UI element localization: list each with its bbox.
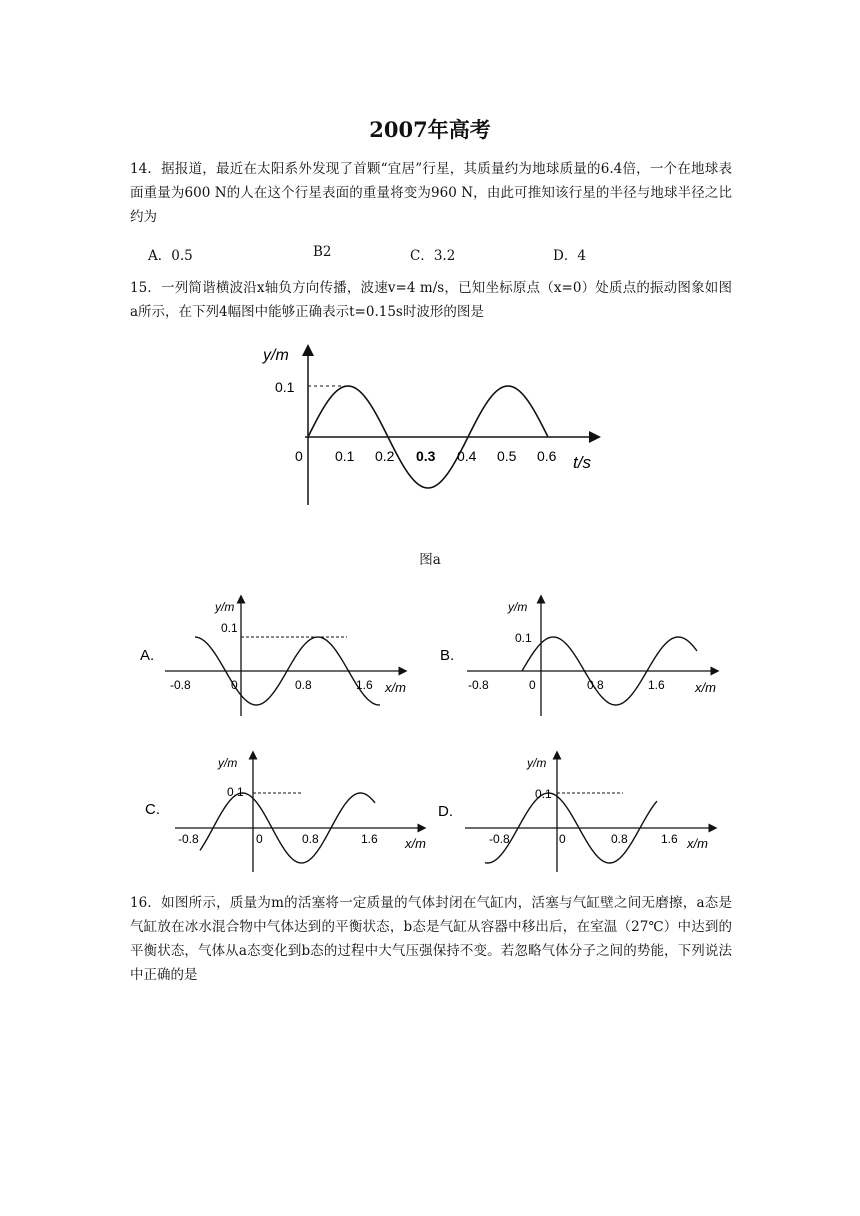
choice-b-label: B. (440, 647, 455, 664)
choice-b-ytick: 0.1 (515, 631, 532, 645)
question-15-text: 15．一列简谐横波沿x轴负方向传播，波速v=4 m/s，已知坐标原点（x=0）处质点的振动图象如图a所示，在下列4幅图中能够正确表示t=0.15s时波形的图是 (130, 280, 732, 320)
choice-a-xtick: -0.8 (170, 678, 191, 692)
choice-c-xtick: 0 (256, 832, 263, 846)
choice-a-xtick: 1.6 (356, 678, 373, 692)
choice-a-xtick: 0.8 (295, 678, 312, 692)
option-a: A．0.5 (148, 248, 193, 264)
choice-c-ytick: 0.1 (227, 785, 244, 799)
choice-d-xtick: 0 (559, 832, 566, 846)
choice-c-xlabel: x/m (405, 836, 426, 851)
choice-c-xtick: 0.8 (302, 832, 319, 846)
figure-a-xtick: 0.3 (416, 448, 436, 464)
choice-b-xtick: 0 (529, 678, 536, 692)
choice-c-xtick: -0.8 (178, 832, 199, 846)
figure-a-origin: 0 (295, 448, 303, 464)
choice-b-xlabel: x/m (695, 680, 716, 695)
choice-d-label: D. (438, 803, 453, 820)
figure-a-xtick: 0.1 (335, 448, 355, 464)
figure-a-ytick: 0.1 (275, 379, 295, 395)
choice-a-ytick: 0.1 (221, 621, 238, 635)
choice-b-ylabel: y/m (508, 600, 528, 614)
choice-d-ytick: 0.1 (535, 787, 552, 801)
figure-a-xtick: 0.6 (537, 448, 557, 464)
question-14-text: 14．据报道，最近在太阳系外发现了首颗“宜居”行星，其质量约为地球质量的6.4倍，一个在地球表面重量为600 N的人在这个行星表面的重量将变为960 N，由此可推知该行星的半径与地球半径之比约为 (130, 161, 732, 225)
question-16-text: 16．如图所示，质量为m的活塞将一定质量的气体封闭在气缸内，活塞与气缸壁之间无磨擦，a态是气缸放在冰水混合物中气体达到的平衡状态，b态是气缸从容器中移出后，在室温（27℃）中达到的平衡状态，气体从a态变化到b态的过程中大气压强保持不变。若忽略气体分子之间的势能，下列说法中正确的是 (130, 895, 732, 983)
figure-a-chart (255, 340, 615, 510)
choice-c-xtick: 1.6 (361, 832, 378, 846)
choice-d-xtick: 1.6 (661, 832, 678, 846)
choice-a-xtick: 0 (231, 678, 238, 692)
figure-a-xtick: 0.5 (497, 448, 517, 464)
choice-c-chart (140, 750, 440, 875)
choice-b-xtick: 1.6 (648, 678, 665, 692)
choice-d-xlabel: x/m (687, 836, 708, 851)
choice-b-chart (435, 594, 735, 719)
choice-d-ylabel: y/m (527, 756, 547, 770)
choice-b-xtick: 0.8 (587, 678, 604, 692)
page-title: 2007年高考 (369, 117, 491, 142)
choice-a-chart (135, 594, 425, 719)
choice-a-ylabel: y/m (215, 600, 235, 614)
option-b: B2 (313, 244, 332, 260)
choice-d-xtick: 0.8 (611, 832, 628, 846)
choice-b-xtick: -0.8 (468, 678, 489, 692)
choice-d-xtick: -0.8 (489, 832, 510, 846)
figure-a-ylabel: y/m (263, 347, 289, 364)
choice-c-ylabel: y/m (218, 756, 238, 770)
figure-a-caption: 图a (419, 552, 441, 568)
option-c: C．3.2 (410, 248, 456, 264)
question-14-options (148, 244, 748, 266)
choice-d-chart (435, 750, 735, 875)
figure-a-xlabel: t/s (573, 453, 591, 472)
choice-a-xlabel: x/m (385, 680, 406, 695)
figure-a-xtick: 0.4 (457, 448, 477, 464)
figure-a-xtick: 0.2 (375, 448, 395, 464)
choice-c-label: C. (145, 801, 160, 818)
choice-a-label: A. (140, 647, 155, 664)
option-d: D．4 (553, 248, 586, 264)
